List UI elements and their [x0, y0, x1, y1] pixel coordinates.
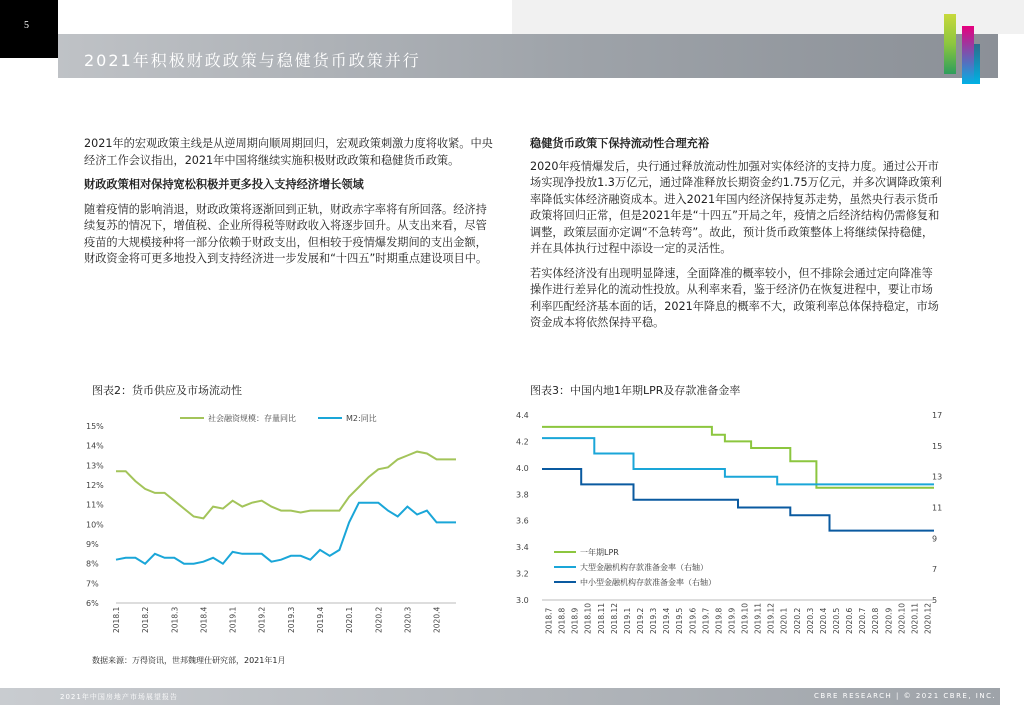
chart3-lpr-rrr	[510, 400, 960, 645]
x-tick-label: 2018.12	[609, 602, 619, 634]
x-tick-label: 2020.10	[897, 602, 907, 634]
logo-bar-green	[944, 14, 956, 74]
fiscal-heading: 财政政策相对保持宽松积极并更多投入支持经济增长领域	[84, 178, 364, 191]
y-tick-label-right: 5	[932, 596, 938, 605]
y-tick-label: 9%	[86, 540, 99, 549]
page-title: 2021年积极财政政策与稳健货币政策并行	[84, 51, 421, 70]
x-tick-label: 2019.3	[286, 606, 296, 633]
x-tick-label: 2019.5	[675, 607, 685, 634]
x-tick-label: 2018.3	[170, 606, 180, 633]
y-tick-label-right: 9	[932, 534, 938, 544]
x-tick-label: 2020.4	[432, 606, 442, 633]
y-tick-label: 10%	[86, 520, 104, 530]
y-tick-label-right: 7	[932, 565, 938, 575]
logo-bar-magenta	[962, 26, 974, 84]
y-tick-label-left: 3.4	[516, 543, 529, 553]
x-tick-label: 2019.4	[662, 607, 672, 634]
legend-label: 一年期LPR	[580, 548, 619, 557]
monetary-paragraph-1: 2020年疫情爆发后，央行通过释放流动性加强对实体经济的支持力度。通过公开市场实现净投放1.3万亿元，通过降准释放长期资金约1.75万亿元，并多次调降政策利率降低实体经济融资成本。进入2021年国内经济保持复苏走势，虽然央行表示货币政策将回归正常，但是2021年是“十四五”开局之年，疫情之后经济结构仍需修复和调整，政策层面亦定调“不急转弯”。故此，预计货币政策整体上将继续保持稳健，并在具体执行过程中添设一定的灵活性。	[530, 159, 942, 255]
y-tick-label: 8%	[86, 559, 99, 569]
x-tick-label: 2020.9	[884, 607, 894, 634]
chart2-money-supply	[84, 400, 484, 645]
x-tick-label: 2019.7	[701, 607, 711, 634]
monetary-paragraph-2: 若实体经济没有出现明显降速，全面降准的概率较小，但不排除会通过定向降准等操作进行差异化的流动性投放。从利率来看，鉴于经济仍在恢复进程中，要让市场利率匹配经济基本面的话，2021年降息的概率不大，政策利率总体保持稳定，市场资金成本将依然保持平稳。	[530, 266, 939, 329]
y-tick-label-right: 17	[932, 411, 943, 420]
x-tick-label: 2020.4	[818, 607, 828, 634]
legend-label: 社会融资规模：存量同比	[208, 414, 296, 423]
footer-report-title: 2021年中国房地产市场展望报告	[60, 693, 178, 701]
x-tick-label: 2018.11	[596, 602, 606, 634]
intro-paragraph: 2021年的宏观政策主线是从逆周期向顺周期回归，宏观政策刺激力度将收紧。中央经济工作会议指出，2021年中国将继续实施积极财政政策和稳健货币政策。	[84, 137, 493, 167]
y-tick-label-left: 3.0	[516, 596, 529, 605]
x-tick-label: 2019.2	[636, 607, 645, 634]
page-number: 5	[0, 0, 58, 58]
series-line-small-rrr	[542, 469, 934, 531]
x-tick-label: 2018.7	[544, 607, 554, 634]
footer-copyright: CBRE RESEARCH | © 2021 CBRE, INC.	[814, 692, 997, 700]
y-tick-label: 14%	[86, 441, 104, 451]
y-tick-label: 13%	[86, 461, 104, 471]
y-tick-label-right: 11	[932, 503, 943, 513]
y-tick-label: 6%	[86, 599, 99, 608]
x-tick-label: 2018.9	[570, 607, 580, 634]
x-tick-label: 2020.3	[403, 606, 413, 633]
x-tick-label: 2020.1	[779, 607, 789, 634]
y-tick-label: 15%	[86, 422, 104, 431]
x-tick-label: 2019.1	[622, 607, 632, 634]
chart2-title: 图表2：货币供应及市场流动性	[92, 384, 242, 397]
x-tick-label: 2019.10	[740, 602, 750, 634]
x-tick-label: 2020.11	[910, 602, 920, 634]
x-tick-label: 2019.4	[316, 606, 325, 633]
monetary-heading: 稳健货币政策下保持流动性合理充裕	[530, 137, 710, 150]
x-tick-label: 2020.3	[805, 607, 815, 634]
y-tick-label-left: 3.6	[516, 516, 529, 526]
x-tick-label: 2019.2	[257, 606, 267, 633]
x-tick-label: 2020.5	[832, 607, 841, 634]
x-tick-label: 2020.8	[871, 607, 881, 634]
x-tick-label: 2019.6	[688, 607, 698, 634]
series-line-lpr	[542, 427, 934, 488]
x-tick-label: 2018.8	[557, 607, 567, 634]
legend-label: 大型金融机构存款准备金率（右轴）	[580, 563, 708, 572]
series-line-m2	[116, 503, 456, 564]
y-tick-label-left: 4.4	[516, 411, 529, 420]
x-tick-label: 2020.6	[845, 607, 855, 634]
x-tick-label: 2020.7	[858, 607, 868, 634]
right-column	[530, 136, 942, 340]
y-tick-label: 11%	[86, 500, 104, 510]
y-tick-label-left: 3.8	[516, 490, 529, 500]
y-tick-label: 12%	[86, 481, 104, 490]
legend-label: M2:同比	[346, 414, 377, 423]
y-tick-label-left: 3.2	[516, 569, 529, 579]
x-tick-label: 2020.1	[345, 606, 355, 633]
x-tick-label: 2019.1	[228, 606, 238, 633]
x-tick-label: 2020.2	[374, 606, 384, 633]
source-note: 数据来源：万得资讯，世邦魏理仕研究部，2021年1月	[92, 656, 286, 665]
x-tick-label: 2018.4	[199, 606, 209, 633]
y-tick-label-right: 13	[932, 472, 943, 482]
x-tick-label: 2018.2	[141, 606, 151, 633]
x-tick-label: 2020.2	[792, 607, 802, 634]
fiscal-paragraph: 随着疫情的影响消退，财政政策将逐渐回到正轨，财政赤字率将有所回落。经济持续复苏的情况下，增值税、企业所得税等财政收入将逐步回升。从支出来看，尽管疫苗的大规模接种将一部分依赖于财政支出，但相较于疫情爆发期间的支出金额，财政资金将可更多地投入到支持经济进一步发展和“十四五”时期重点建设项目中。	[84, 202, 488, 265]
x-tick-label: 2019.8	[714, 607, 724, 634]
series-line-large-rrr	[542, 438, 934, 484]
logo-bar-blue	[974, 44, 980, 84]
y-tick-label: 7%	[86, 579, 99, 589]
left-column	[84, 136, 496, 276]
x-tick-label: 2020.12	[923, 602, 933, 634]
x-tick-label: 2018.1	[112, 606, 121, 633]
x-tick-label: 2019.9	[727, 607, 737, 634]
x-tick-label: 2019.11	[753, 602, 763, 634]
y-tick-label-left: 4.0	[516, 463, 529, 473]
legend-label: 中小型金融机构存款准备金率（右轴）	[580, 578, 716, 587]
x-tick-label: 2019.3	[649, 607, 659, 634]
y-tick-label-left: 4.2	[516, 437, 529, 447]
x-tick-label: 2018.10	[583, 602, 593, 634]
chart3-title: 图表3：中国内地1年期LPR及存款准备金率	[530, 384, 741, 397]
y-tick-label-right: 15	[932, 441, 943, 451]
x-tick-label: 2019.12	[766, 602, 776, 634]
